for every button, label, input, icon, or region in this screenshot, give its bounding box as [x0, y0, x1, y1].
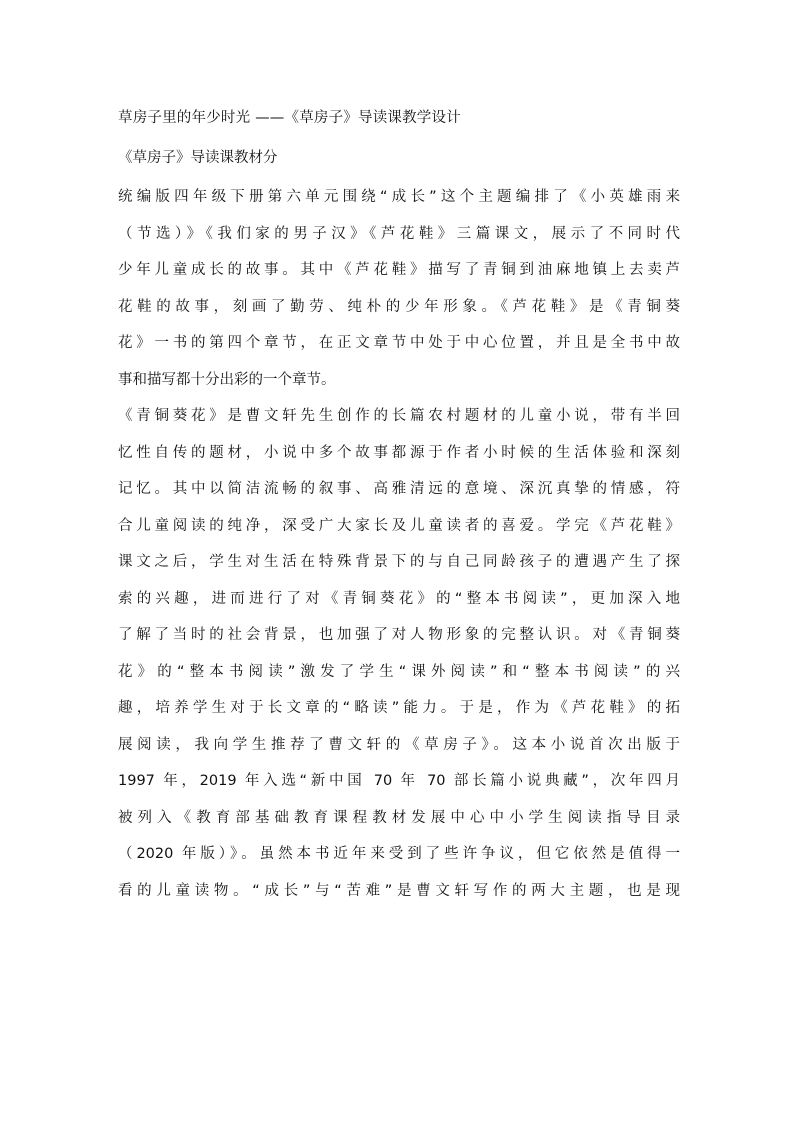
text-line: 花》的“整本书阅读”激发了学生“课外阅读”和“整本书阅读”的兴	[118, 663, 680, 680]
text-line: 趣，培养学生对于长文章的“略读”能力。于是，作为《芦花鞋》的拓	[118, 700, 680, 716]
text-line: （节选）》《我们家的男子汉》《芦花鞋》三篇课文，展示了不同时代	[118, 225, 680, 242]
text-line: 《青铜葵花》是曹文轩先生创作的长篇农村题材的儿童小说，带有半回	[118, 408, 680, 424]
text-line: 了解了当时的社会背景，也加强了对人物形象的完整认识。对《青铜葵	[118, 627, 680, 643]
text-line: 花鞋的故事，刻画了勤劳、纯朴的少年形象。《芦花鞋》是《青铜葵	[118, 298, 680, 315]
text-line: 记忆。其中以简洁流畅的叙事、高雅清远的意境、深沉真挚的情感，符	[118, 481, 680, 497]
text-line: （2020 年版）》。虽然本书近年来受到了些许争议，但它依然是值得一	[118, 846, 680, 862]
document-title: 草房子里的年少时光 ——《草房子》导读课教学设计	[118, 110, 461, 126]
text-line: 统编版四年级下册第六单元围绕“成长”这个主题编排了《小英雄雨来	[118, 189, 680, 205]
text-line: 展阅读，我向学生推荐了曹文轩的《草房子》。这本小说首次出版于	[118, 736, 680, 753]
paragraph-2	[118, 398, 680, 909]
text-line: 看的儿童读物。“成长”与“苦难”是曹文轩写作的两大主题，也是现	[118, 882, 680, 899]
text-line: 花》一书的第四个章节，在正文章节中处于中心位置，并且是全书中故	[118, 335, 680, 351]
text-line: 合儿童阅读的纯净，深受广大家长及儿童读者的喜爱。学完《芦花鞋》	[118, 517, 680, 534]
text-line: 少年儿童成长的故事。其中《芦花鞋》描写了青铜到油麻地镇上去卖芦	[118, 262, 680, 278]
text-line: 1997 年，2019 年入选“新中国 70 年 70 部长篇小说典藏”，次年四月	[118, 773, 680, 789]
document-page	[118, 103, 680, 909]
text-line: 忆性自传的题材，小说中多个故事都源于作者小时候的生活体验和深刻	[118, 444, 680, 461]
paragraph-1	[118, 179, 680, 398]
text-line: 事和描写都十分出彩的一个章节。	[118, 371, 336, 388]
text-line: 被列入《教育部基础教育课程教材发展中心中小学生阅读指导目录	[118, 809, 680, 826]
document-subtitle: 《草房子》导读课教材分	[118, 150, 278, 166]
text-line: 课文之后，学生对生活在特殊背景下的与自己同龄孩子的遭遇产生了探	[118, 554, 680, 570]
text-line: 索的兴趣，进而进行了对《青铜葵花》的“整本书阅读”，更加深入地	[118, 590, 680, 607]
